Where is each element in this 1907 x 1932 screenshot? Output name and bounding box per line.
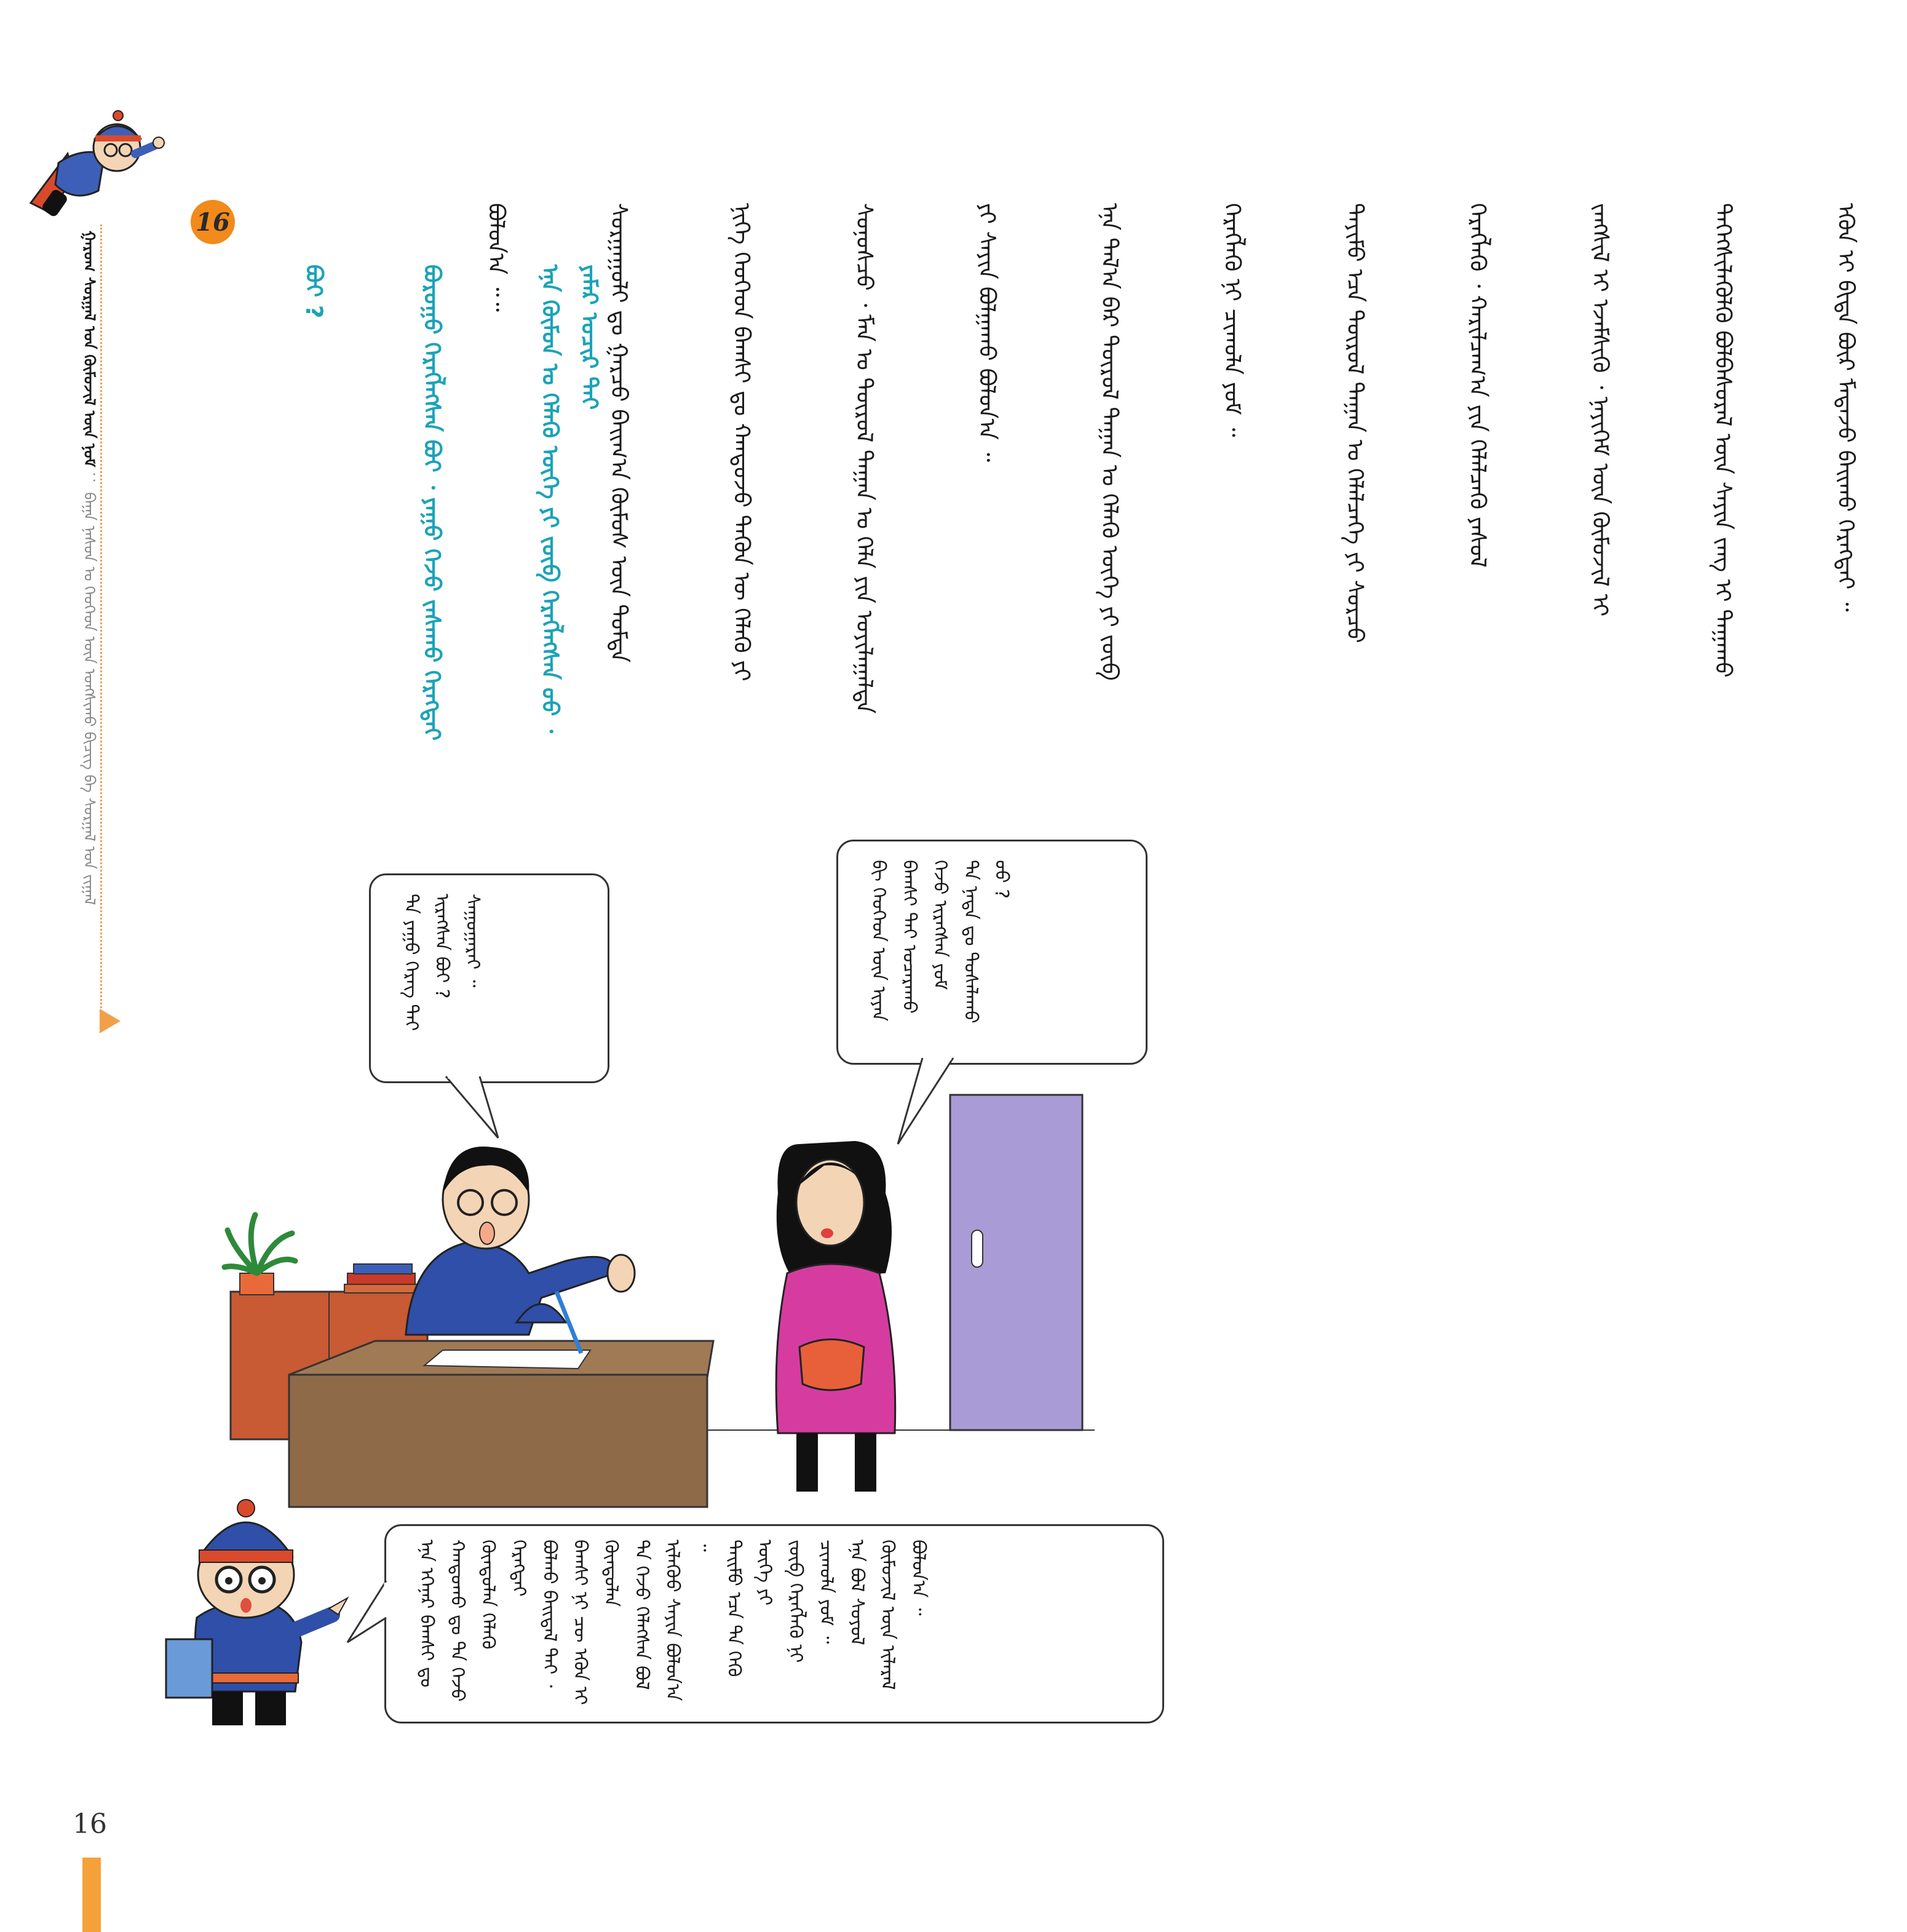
page-number: 16 [73, 1808, 107, 1840]
body-line: ᠪᠣᠯᠤᠨ᠎ᠠ ᠃᠃ [483, 203, 510, 312]
running-header-bold: ᠭᠠᠷᠤᠭ ᠰᠤᠷᠭᠠᠯ ᠤᠨ ᠬᠥᠮᠦᠵᠢᠯ ᠦᠨ ᠨᠣᠮ [81, 231, 98, 467]
plant-pot [240, 1273, 274, 1295]
teacher-character [406, 1147, 635, 1353]
question-line: ᠪᠤᠢ ? [301, 264, 327, 319]
teacher-speech-bubble [369, 873, 609, 1083]
body-line: ᠵᠠᠩᠰᠢᠯ ᠢ ᠡᠵᠡᠮᠰᠢᠬᠦ ᠂ ᠨᠡᠶᠢᠭᠡᠮ ᠦᠨ ᠬᠦᠮᠦᠵᠢᠯ ᠢ [1587, 203, 1614, 617]
woman-speech-bubble [836, 840, 1148, 1065]
body-line: ᠬᠡᠷᠡᠭᠯᠡᠬᠦ ᠂ ᠬᠠᠷᠢᠯᠴᠠᠭ᠎ᠠ ᠶᠢᠨ ᠬᠡᠯᠡᠯᠴᠡᠬᠦ ᠶᠠᠰᠤᠯ [1464, 203, 1491, 568]
body-line: ᠶᠢ ᠰᠠᠶᠢᠨ ᠪᠤᠯᠭᠠᠬᠤ ᠪᠣᠯᠤᠨ᠎ᠠ ᠃ [973, 203, 1001, 463]
teacher-speech-text: ᠲᠠ ᠶᠠᠭᠤ ᠬᠡᠷᠡᠭ ᠲᠡᠢ ᠢᠷᠡᠭᠰᠡᠨ ᠪᠤᠢ ? ᠰᠠᠭᠤᠭᠠᠷᠠᠢ ᠃ [400, 894, 483, 1032]
flying-boy-mascot-illustration [25, 111, 166, 228]
question-line: ᠡᠨᠡ ᠬᠦᠮᠦᠨ ᠤ ᠬᠡᠯᠡᠬᠦ ᠦᠭᠡ ᠶᠢ ᠵᠥᠪ ᠬᠡᠷᠡᠭᠯᠡᠭᠰᠡᠨ ᠤᠤ ᠂ ᠶᠠᠮᠠᠷ ᠤᠴᠢᠷ ᠲᠠᠢ [537, 264, 603, 741]
desk [289, 1375, 707, 1507]
woman-character [776, 1141, 895, 1492]
door [950, 1095, 1082, 1430]
door-handle [972, 1230, 983, 1267]
body-line: ᠬᠡᠷᠡᠭᠯᠡᠬᠦ ᠨᠢ ᠴᠢᠬᠤᠯᠠ ᠶᠤᠮ ᠃ [1219, 203, 1246, 437]
body-line: ᠰᠤᠷᠭᠠᠭᠤᠯᠢ ᠳᠤ ᠭᠠᠷᠴᠤ ᠪᠠᠢᠭ᠎ᠠ ᠬᠥᠮᠦᠰ ᠦᠨ ᠳᠤᠮᠳᠠ [606, 203, 632, 663]
page-tab-marker [82, 1858, 101, 1932]
body-line: ᠨᠢᠭᠡ ᠬᠡᠦᠬᠡᠳ ᠪᠠᠭᠰᠢ ᠳᠤ ᠬᠠᠨᠳᠤᠵᠤ ᠲᠡᠭᠦᠨ ᠦ ᠬᠡᠯᠡᠬᠦ ᠶᠢ [728, 203, 755, 682]
arrow-right-icon [100, 1009, 121, 1033]
question-number-badge: 16 [191, 200, 235, 244]
running-header-title: ᠪᠠᠭᠠ ᠨᠠᠰᠤᠨ ᠤ ᠬᠡᠦᠬᠡᠳ ᠦᠨ ᠤᠩᠰᠢᠬᠤ ᠪᠢᠴᠢᠭ ᠪᠠ ᠰᠤᠷᠭᠠᠯ ᠤᠨ ᠵᠢᠭᠠᠯ [81, 492, 98, 905]
office-scene-illustration [221, 1089, 1095, 1519]
body-line: ᠡᠨᠡ ᠲᠠᠯ᠎ᠠ ᠪᠠᠷ ᠲᠥᠷᠥᠯ ᠲᠠᠭᠠᠨ ᠤ ᠬᠡᠯᠡᠬᠦ ᠦᠭᠡ ᠶᠢ ᠵᠥᠪ [1096, 203, 1123, 681]
question-text [215, 264, 648, 781]
plant-leaves [224, 1215, 295, 1273]
handbag [799, 1340, 864, 1391]
body-line: ᠳᠡᠭᠡᠭᠰᠢᠯᠡᠭᠦᠯᠬᠦ ᠪᠣᠯᠪᠠᠰᠤᠷᠠᠯ ᠦᠨ ᠰᠠᠶᠢᠨ ᠵᠠᠩ ᠢ ᠳᠠᠭᠠᠬᠤ [1710, 203, 1737, 678]
header-dotted-rule [100, 225, 102, 1012]
running-header: ᠭᠠᠷᠤᠭ ᠰᠤᠷᠭᠠᠯ ᠤᠨ ᠬᠥᠮᠦᠵᠢᠯ ᠦᠨ ᠨᠣᠮ ： ᠪᠠᠭᠠ ᠨᠠᠰᠤᠨ ᠤ ᠬᠡᠦᠬᠡᠳ ᠦᠨ ᠤᠩᠰᠢᠬᠤ ᠪᠢᠴᠢᠭ ᠪᠠ ᠰᠤᠷᠭᠠᠯ ᠤᠨ ᠵᠢᠭᠠᠯ [81, 231, 98, 905]
kid-narrator-mascot-illustration [154, 1489, 351, 1735]
book-icon [166, 1639, 212, 1698]
woman-speech-text: ᠪᠢ ᠬᠡᠦᠬᠡᠳ ᠦᠨ ᠢᠶᠡᠨ ᠪᠠᠭᠰᠢ ᠲᠠᠢ ᠤᠴᠠᠷᠠᠬᠤ ᠭᠡᠵᠦ ᠢᠷᠡᠭᠰᠡᠨ ᠶᠤᠮ ᠲᠠ ᠨᠠᠳᠠ ᠳᠤ ᠲᠤᠰᠠᠯᠠᠬᠤ ᠦᠦ ? [868, 860, 1012, 1024]
question-line: ᠪᠤᠷᠤᠭᠤ ᠬᠡᠷᠡᠭᠯᠡᠭᠰᠡᠨ ᠪᠤᠢ ᠂ ᠶᠠᠭᠤ ᠭᠡᠵᠦ ᠵᠠᠰᠠᠬᠤ ᠬᠡᠷᠡᠭᠲᠡᠢ [419, 264, 445, 741]
kid-speech-bubble [384, 1524, 1164, 1723]
paper-sheet [424, 1350, 590, 1369]
body-line: ᠰᠣᠨᠣᠰᠴᠤ ᠂ ᠮᠠᠨ ᠤ ᠲᠥᠷᠥᠯ ᠲᠠᠭᠠᠨ ᠤ ᠬᠡᠯᠡ ᠶᠢᠨ ᠣᠶᠢᠯᠠᠭᠠᠯᠲᠠ [851, 203, 878, 714]
kid-speech-text: ᠡᠨᠡ ᠡᠬᠡᠨᠡᠷ ᠪᠠᠭᠰᠢ ᠳᠤ ᠬᠠᠨᠳᠤᠬᠤ ᠳᠤ ᠲᠠ ᠭᠡᠵᠦ ᠬᠦᠨᠳᠦᠯᠡᠨ ᠬᠡᠯᠡᠬᠦ ᠬᠡᠷᠡᠭᠲᠡᠢ ᠪᠤᠯᠬᠤ ᠪᠠᠢᠳᠠᠯ ᠲᠠᠢ ᠂ ᠪᠠᠭᠰᠢ ᠨᠢ ᠴᠦ ᠡᠭᠦᠨ ᠢ ᠬᠦᠨᠳᠦᠯᠡᠨ ᠲᠠ ᠭᠡᠵᠦ ᠬᠡᠯᠡᠭᠰᠡᠨ ᠪᠣᠯ ᠢᠯᠡᠭᠦᠦ ᠰᠠᠶᠢᠨ ᠪᠣᠯᠤᠨ᠎ᠠ ᠃ ᠲᠡᠢᠮᠦ ᠡᠴᠡ ᠲᠠ ᠭᠡᠬᠦ ᠦᠭᠡ ᠶᠢ ᠵᠥᠪ ᠬᠡᠷᠡᠭᠯᠡᠬᠦ ᠨᠢ ᠴᠢᠬᠤᠯᠠ ᠶᠤᠮ ᠃ ᠡᠨᠡ ᠪᠣᠯ ᠰᠣᠶᠣᠯ ᠬᠦᠮᠦᠵᠢᠯ ᠦᠨ ᠢᠯᠡᠷᠡᠯ ᠪᠣᠯᠤᠨ᠎ᠠ ᠃ [416, 1540, 929, 1705]
kid-bubble-tail [344, 1575, 391, 1648]
body-line: ᠡᠭᠦᠨ ᠢ ᠪᠢᠳᠡ ᠪᠦᠷ ᠮᠡᠳᠡᠵᠦ ᠪᠠᠢᠬᠤ ᠬᠡᠷᠡᠭᠲᠡᠢ ᠃ [1833, 203, 1859, 612]
body-line: ᠲᠡᠶᠢᠮᠦ ᠡᠴᠡ ᠲᠥᠷᠥᠯ ᠲᠠᠭᠠᠨ ᠤ ᠬᠡᠯᠡᠯᠴᠡᠭᠡ ᠶᠢ ᠰᠤᠷᠴᠤ [1342, 203, 1368, 643]
